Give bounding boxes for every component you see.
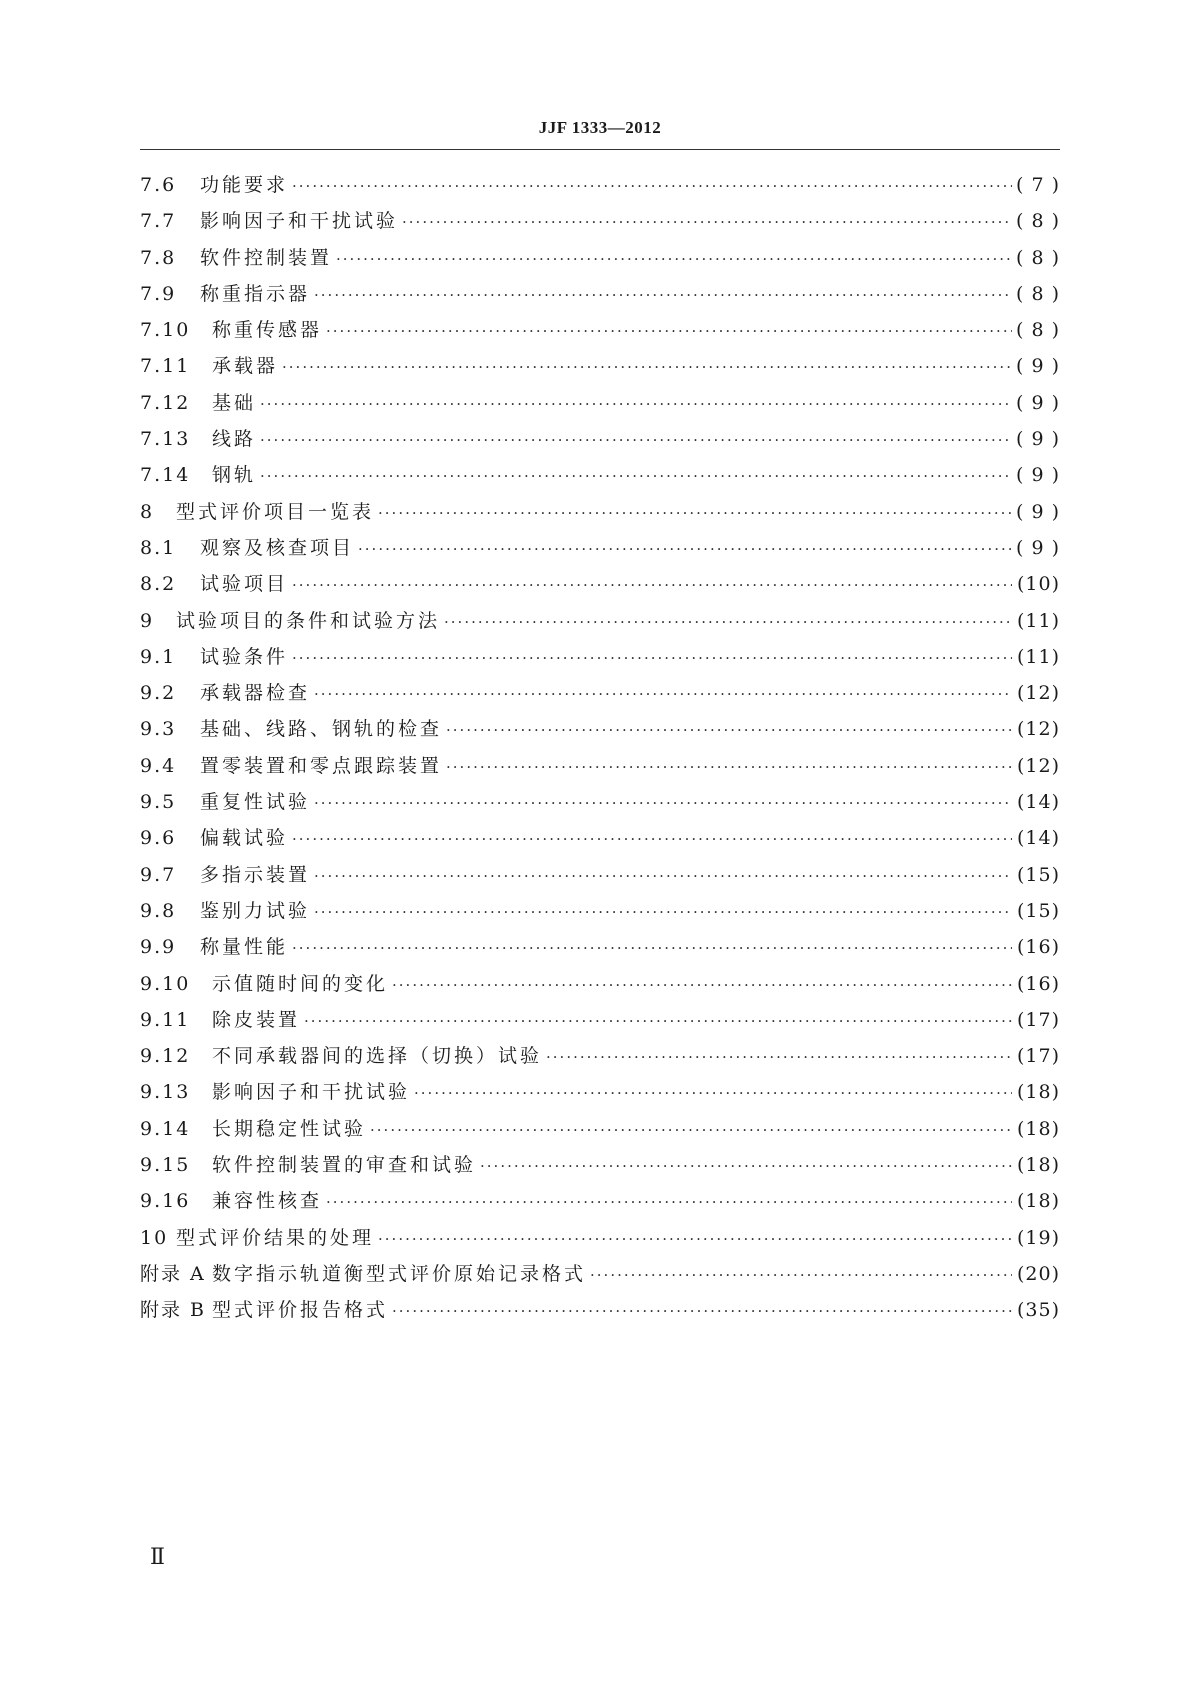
- toc-page: ( 7 ): [1016, 174, 1060, 196]
- toc-title: 示值随时间的变化: [212, 972, 389, 995]
- document-header: JJF 1333—2012: [538, 118, 662, 137]
- toc-page: ( 9 ): [1016, 355, 1060, 378]
- toc-entry-9-5[interactable]: [140, 787, 1060, 823]
- toc-leader: [392, 976, 1012, 994]
- toc-title: 兼容性核查: [212, 1190, 323, 1213]
- toc-title: 数字指示轨道衡型式评价原始记录格式: [212, 1262, 587, 1285]
- toc-number: 9.16: [140, 1190, 191, 1213]
- toc-leader: [292, 939, 1012, 957]
- toc-entry-9-14[interactable]: [140, 1114, 1060, 1150]
- toc-leader: [326, 322, 1012, 340]
- toc-leader: [314, 867, 1012, 885]
- toc-page: ( 9 ): [1016, 500, 1060, 523]
- page-number: Ⅱ: [150, 1545, 165, 1570]
- toc-page: (16): [1016, 936, 1060, 959]
- table-of-contents: [140, 170, 1060, 1332]
- toc-entry-8-1[interactable]: [140, 533, 1060, 569]
- toc-title: 承载器: [212, 355, 279, 378]
- toc-page: (11): [1016, 645, 1060, 668]
- toc-number: 附录 B: [140, 1299, 207, 1322]
- toc-leader: [446, 721, 1012, 739]
- toc-title: 线路: [212, 428, 257, 451]
- toc-title: 试验项目的条件和试验方法: [176, 609, 441, 632]
- toc-number: 9.1: [140, 645, 177, 668]
- toc-leader: [392, 1302, 1012, 1320]
- toc-page: (16): [1016, 972, 1060, 995]
- toc-leader: [314, 794, 1012, 812]
- toc-title: 影响因子和干扰试验: [200, 210, 399, 233]
- toc-leader: [326, 1193, 1012, 1211]
- toc-title: 观察及核查项目: [200, 536, 355, 559]
- toc-title: 基础、线路、钢轨的检查: [200, 718, 443, 741]
- toc-leader: [402, 213, 1012, 231]
- toc-entry-9-12[interactable]: [140, 1041, 1060, 1077]
- toc-number: 9.11: [140, 1008, 191, 1031]
- toc-page: ( 8 ): [1016, 246, 1060, 269]
- toc-page: (18): [1016, 1154, 1060, 1177]
- toc-entry-9-7[interactable]: [140, 860, 1060, 896]
- toc-entry-7-12[interactable]: [140, 388, 1060, 424]
- toc-page: ( 8 ): [1016, 319, 1060, 342]
- toc-number: 9.4: [140, 754, 177, 777]
- toc-title: 偏载试验: [200, 827, 289, 850]
- toc-page: (14): [1016, 827, 1060, 850]
- toc-number: 9.8: [140, 899, 177, 922]
- toc-title: 鉴别力试验: [200, 899, 311, 922]
- toc-page: ( 8 ): [1016, 210, 1060, 233]
- toc-entry-9-11[interactable]: [140, 1005, 1060, 1041]
- toc-page: (18): [1016, 1081, 1060, 1104]
- toc-number: 7.13: [140, 428, 191, 451]
- toc-page: (18): [1016, 1117, 1060, 1140]
- toc-title: 试验条件: [200, 645, 289, 668]
- toc-title: 型式评价结果的处理: [176, 1226, 375, 1249]
- toc-leader: [480, 1157, 1012, 1175]
- toc-leader: [282, 358, 1012, 376]
- toc-entry-9-13[interactable]: [140, 1077, 1060, 1113]
- toc-leader: [590, 1266, 1012, 1284]
- header-rule: [140, 149, 1060, 150]
- toc-title: 长期稳定性试验: [212, 1117, 367, 1140]
- toc-page: ( 9 ): [1016, 536, 1060, 559]
- toc-entry-9-2[interactable]: [140, 678, 1060, 714]
- toc-number: 9: [140, 609, 155, 632]
- toc-title: 多指示装置: [200, 863, 311, 886]
- toc-page: (35): [1016, 1299, 1060, 1322]
- toc-entry-9-9[interactable]: [140, 932, 1060, 968]
- toc-number: 9.9: [140, 936, 177, 959]
- toc-title: 型式评价项目一览表: [176, 500, 375, 523]
- toc-page: ( 9 ): [1016, 428, 1060, 451]
- toc-leader: [378, 504, 1012, 522]
- toc-title: 软件控制装置的审查和试验: [212, 1154, 477, 1177]
- toc-page: (14): [1016, 791, 1060, 814]
- toc-title: 称重指示器: [200, 282, 311, 305]
- toc-number: 7.11: [140, 355, 191, 378]
- toc-entry-9-3[interactable]: [140, 714, 1060, 750]
- toc-title: 软件控制装置: [200, 246, 333, 269]
- toc-page: ( 9 ): [1016, 464, 1060, 487]
- toc-page: (10): [1016, 573, 1060, 596]
- toc-entry-9-10[interactable]: [140, 969, 1060, 1005]
- toc-entry-7-6[interactable]: [140, 170, 1060, 206]
- toc-number: 7.10: [140, 319, 191, 342]
- toc-entry-9-1[interactable]: [140, 642, 1060, 678]
- toc-title: 型式评价报告格式: [212, 1299, 389, 1322]
- toc-page: (18): [1016, 1190, 1060, 1213]
- toc-leader: [378, 1230, 1012, 1248]
- toc-number: 9.5: [140, 791, 177, 814]
- toc-title: 称量性能: [200, 936, 289, 959]
- toc-title: 除皮装置: [212, 1008, 301, 1031]
- toc-leader: [304, 1012, 1012, 1030]
- toc-number: 10: [140, 1226, 169, 1249]
- toc-entry-9-16[interactable]: [140, 1186, 1060, 1222]
- toc-page: (15): [1016, 863, 1060, 886]
- toc-leader: [260, 431, 1012, 449]
- toc-entry-7-11[interactable]: [140, 351, 1060, 387]
- toc-number: 8.1: [140, 536, 177, 559]
- toc-leader: [370, 1121, 1012, 1139]
- toc-leader: [314, 286, 1012, 304]
- toc-entry-7-7[interactable]: [140, 206, 1060, 242]
- toc-leader: [414, 1084, 1012, 1102]
- toc-leader: [260, 395, 1012, 413]
- toc-leader: [446, 758, 1012, 776]
- toc-page: (11): [1016, 609, 1060, 632]
- toc-leader: [314, 903, 1012, 921]
- toc-number: 7.9: [140, 282, 177, 305]
- toc-leader: [260, 467, 1012, 485]
- toc-entry-8[interactable]: [140, 497, 1060, 533]
- toc-page: (12): [1016, 754, 1060, 777]
- toc-number: 9.13: [140, 1081, 191, 1104]
- toc-entry-appendix-b[interactable]: [140, 1295, 1060, 1331]
- toc-number: 9.6: [140, 827, 177, 850]
- toc-number: 7.14: [140, 464, 191, 487]
- toc-entry-7-8[interactable]: [140, 243, 1060, 279]
- toc-leader: [292, 830, 1012, 848]
- toc-number: 9.2: [140, 682, 177, 705]
- toc-page: (12): [1016, 718, 1060, 741]
- toc-leader: [292, 177, 1012, 195]
- toc-number: 7.6: [140, 174, 177, 196]
- toc-leader: [292, 576, 1012, 594]
- toc-title: 影响因子和干扰试验: [212, 1081, 411, 1104]
- toc-number: 7.12: [140, 391, 191, 414]
- toc-number: 7.7: [140, 210, 177, 233]
- toc-entry-9-15[interactable]: [140, 1150, 1060, 1186]
- toc-page: ( 8 ): [1016, 282, 1060, 305]
- toc-title: 重复性试验: [200, 791, 311, 814]
- toc-entry-7-9[interactable]: [140, 279, 1060, 315]
- toc-entry-7-14[interactable]: [140, 460, 1060, 496]
- toc-entry-7-13[interactable]: [140, 424, 1060, 460]
- toc-number: 9.7: [140, 863, 177, 886]
- toc-number: 9.3: [140, 718, 177, 741]
- toc-number: 附录 A: [140, 1262, 206, 1285]
- toc-number: 8: [140, 500, 155, 523]
- toc-page: (12): [1016, 682, 1060, 705]
- toc-number: 8.2: [140, 573, 177, 596]
- toc-page: ( 9 ): [1016, 391, 1060, 414]
- toc-entry-appendix-a[interactable]: [140, 1259, 1060, 1295]
- toc-title: 试验项目: [200, 573, 289, 596]
- toc-number: 9.14: [140, 1117, 191, 1140]
- toc-number: 7.8: [140, 246, 177, 269]
- toc-title: 钢轨: [212, 464, 257, 487]
- toc-entry-8-2[interactable]: [140, 569, 1060, 605]
- toc-number: 9.15: [140, 1154, 191, 1177]
- toc-leader: [546, 1048, 1012, 1066]
- toc-entry-9-4[interactable]: [140, 751, 1060, 787]
- toc-page: (17): [1016, 1008, 1060, 1031]
- toc-leader: [292, 649, 1012, 667]
- toc-title: 承载器检查: [200, 682, 311, 705]
- toc-title: 置零装置和零点跟踪装置: [200, 754, 443, 777]
- toc-leader: [358, 540, 1012, 558]
- toc-number: 9.12: [140, 1045, 191, 1068]
- toc-page: (15): [1016, 899, 1060, 922]
- toc-leader: [444, 613, 1012, 631]
- toc-leader: [336, 250, 1012, 268]
- toc-page: (20): [1016, 1262, 1060, 1285]
- toc-entry-9-6[interactable]: [140, 823, 1060, 859]
- toc-title: 基础: [212, 391, 257, 414]
- toc-entry-9[interactable]: [140, 606, 1060, 642]
- toc-title: 不同承载器间的选择（切换）试验: [212, 1045, 543, 1068]
- toc-page: (17): [1016, 1045, 1060, 1068]
- toc-entry-9-8[interactable]: [140, 896, 1060, 932]
- toc-number: 9.10: [140, 972, 191, 995]
- toc-entry-7-10[interactable]: [140, 315, 1060, 351]
- toc-page: (19): [1016, 1226, 1060, 1249]
- toc-title: 功能要求: [200, 174, 289, 196]
- toc-entry-10[interactable]: [140, 1223, 1060, 1259]
- toc-title: 称重传感器: [212, 319, 323, 342]
- toc-leader: [314, 685, 1012, 703]
